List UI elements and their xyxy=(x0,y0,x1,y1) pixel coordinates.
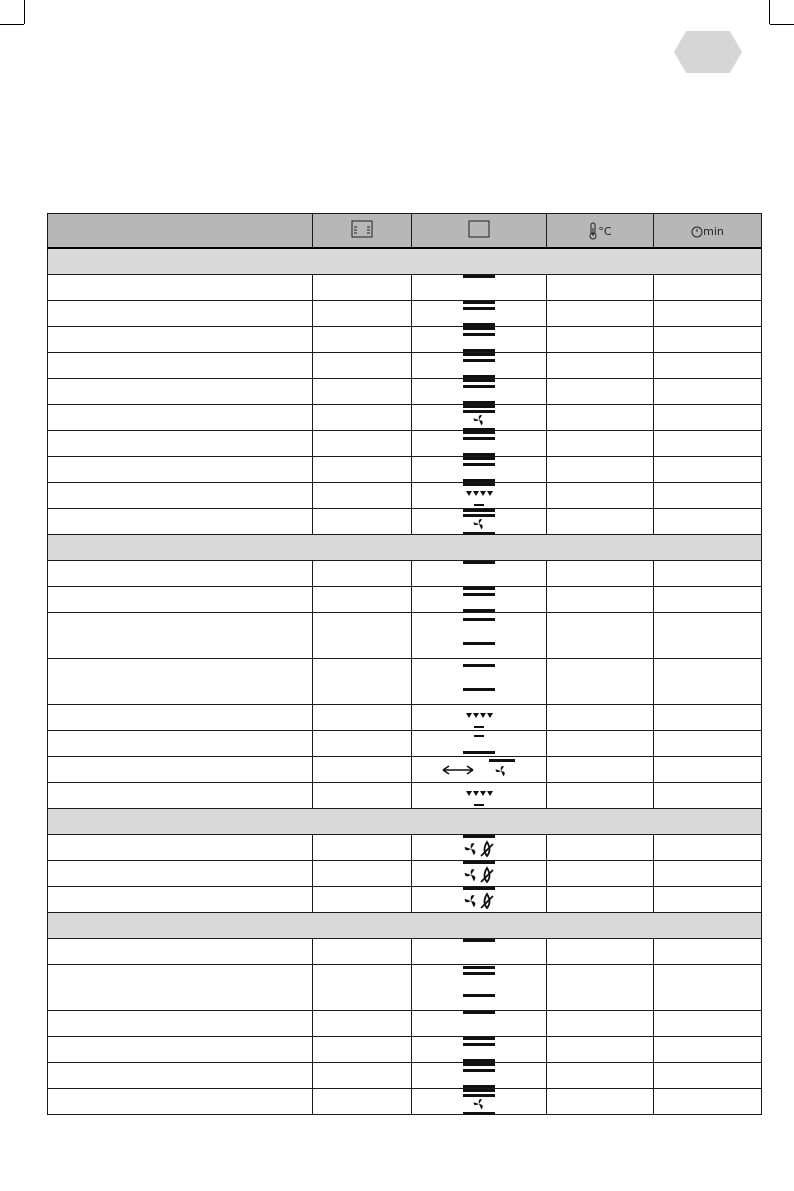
table-row xyxy=(48,379,762,405)
table-row xyxy=(48,965,762,1011)
time-cell xyxy=(654,783,762,809)
temperature-cell xyxy=(547,457,654,483)
table-row xyxy=(48,835,762,861)
shelf-cell xyxy=(313,659,412,705)
time-cell xyxy=(654,757,762,783)
table-row xyxy=(48,783,762,809)
mode-cell xyxy=(412,1037,547,1063)
time-cell xyxy=(654,561,762,587)
header-dish-cell xyxy=(48,214,313,249)
table-row xyxy=(48,275,762,301)
shelf-cell xyxy=(313,431,412,457)
shelf-cell xyxy=(313,1063,412,1089)
mode-icon-wrap xyxy=(412,965,546,1010)
crop-mark-vertical xyxy=(24,0,25,24)
shelf-cell xyxy=(313,275,412,301)
mode-cell xyxy=(412,457,547,483)
top-heat-icon xyxy=(463,1011,495,1037)
dish-cell xyxy=(48,561,313,587)
mode-icon-wrap xyxy=(412,783,546,808)
fan-heat-icon xyxy=(463,1089,495,1115)
top-bottom-heat-icon xyxy=(463,1037,495,1063)
shelf-cell xyxy=(313,379,412,405)
degree-celsius-label: °C xyxy=(598,224,612,238)
temperature-cell xyxy=(547,587,654,613)
shelf-cell xyxy=(313,835,412,861)
mode-cell xyxy=(412,509,547,535)
dish-cell xyxy=(48,731,313,757)
mode-icon-wrap xyxy=(412,379,546,404)
shelf-cell xyxy=(313,353,412,379)
top-bottom-heat-icon xyxy=(463,379,495,405)
time-cell xyxy=(654,939,762,965)
mode-icon-wrap xyxy=(412,613,546,658)
time-cell xyxy=(654,1089,762,1115)
dish-cell xyxy=(48,783,313,809)
shelf-cell xyxy=(313,483,412,509)
time-cell xyxy=(654,965,762,1011)
time-cell xyxy=(654,509,762,535)
header-time-cell xyxy=(654,214,762,249)
dish-cell xyxy=(48,1063,313,1089)
crop-mark-vertical-right xyxy=(769,0,770,24)
temperature-cell xyxy=(547,613,654,659)
section-header-cell xyxy=(48,913,762,939)
time-cell xyxy=(654,1037,762,1063)
mode-cell xyxy=(412,887,547,913)
dish-cell xyxy=(48,613,313,659)
shelf-cell xyxy=(313,783,412,809)
header-temp-cell xyxy=(547,214,654,249)
table-row xyxy=(48,405,762,431)
mode-cell xyxy=(412,301,547,327)
dish-cell xyxy=(48,483,313,509)
mode-icon-wrap xyxy=(412,1011,546,1036)
grill-icon xyxy=(463,705,495,731)
dish-cell xyxy=(48,1011,313,1037)
mode-cell xyxy=(412,965,547,1011)
header-mode-cell xyxy=(412,214,547,249)
time-cell xyxy=(654,379,762,405)
mode-cell xyxy=(412,939,547,965)
mode-cell xyxy=(412,783,547,809)
dish-cell xyxy=(48,861,313,887)
shelf-cell xyxy=(313,731,412,757)
mode-cell xyxy=(412,405,547,431)
top-bottom-heat-icon xyxy=(463,1063,495,1089)
shelf-cell xyxy=(313,1011,412,1037)
temperature-cell xyxy=(547,353,654,379)
shelf-cell xyxy=(313,301,412,327)
shelf-cell xyxy=(313,457,412,483)
temperature-cell xyxy=(547,1089,654,1115)
top-bottom-heat-icon xyxy=(463,431,495,457)
mode-icon-wrap xyxy=(412,939,546,964)
temperature-cell xyxy=(547,835,654,861)
temperature-cell xyxy=(547,887,654,913)
dish-cell xyxy=(48,405,313,431)
mode-icon-wrap xyxy=(412,275,546,300)
shelf-cell xyxy=(313,939,412,965)
shelf-cell xyxy=(313,561,412,587)
dish-cell xyxy=(48,457,313,483)
time-cell xyxy=(654,1063,762,1089)
mode-cell xyxy=(412,327,547,353)
top-bottom-heat-icon xyxy=(463,353,495,379)
time-cell xyxy=(654,431,762,457)
temperature-cell xyxy=(547,783,654,809)
mode-icon-wrap xyxy=(412,405,546,430)
temperature-cell xyxy=(547,431,654,457)
mode-cell xyxy=(412,613,547,659)
dish-cell xyxy=(48,1037,313,1063)
table-row xyxy=(48,731,762,757)
dish-cell xyxy=(48,301,313,327)
table-row xyxy=(48,659,762,705)
mode-cell xyxy=(412,1063,547,1089)
mode-cell xyxy=(412,431,547,457)
shelf-cell xyxy=(313,887,412,913)
table-row xyxy=(48,757,762,783)
time-cell xyxy=(654,327,762,353)
section-header-row xyxy=(48,809,762,835)
time-cell xyxy=(654,705,762,731)
temperature-cell xyxy=(547,1011,654,1037)
dish-cell xyxy=(48,939,313,965)
mode-icon-wrap xyxy=(412,353,546,378)
time-cell xyxy=(654,861,762,887)
mode-cell xyxy=(412,757,547,783)
table-row xyxy=(48,561,762,587)
temperature-cell xyxy=(547,327,654,353)
table-row xyxy=(48,431,762,457)
time-cell xyxy=(654,483,762,509)
temperature-cell xyxy=(547,275,654,301)
top-bottom-heat-icon xyxy=(463,587,495,613)
top-heat-icon xyxy=(463,275,495,301)
shelf-level-icon xyxy=(351,220,373,238)
minutes-label: min xyxy=(703,225,724,238)
shelf-cell xyxy=(313,861,412,887)
top-heat-icon xyxy=(463,616,495,656)
table-row xyxy=(48,887,762,913)
mode-cell xyxy=(412,659,547,705)
oven-mode-icon xyxy=(468,220,490,238)
table-row xyxy=(48,939,762,965)
time-cell xyxy=(654,405,762,431)
mode-cell xyxy=(412,835,547,861)
header-shelf-cell xyxy=(313,214,412,249)
dish-cell xyxy=(48,1089,313,1115)
mode-icon-wrap xyxy=(412,561,546,586)
section-header-row xyxy=(48,248,762,275)
mode-icon-wrap xyxy=(412,431,546,456)
section-header-row xyxy=(48,535,762,561)
mode-icon-wrap xyxy=(412,705,546,730)
shelf-cell xyxy=(313,405,412,431)
temperature-cell xyxy=(547,659,654,705)
dish-cell xyxy=(48,327,313,353)
time-cell xyxy=(654,1011,762,1037)
shelf-cell xyxy=(313,509,412,535)
timer-icon xyxy=(691,226,703,238)
temperature-cell xyxy=(547,731,654,757)
dish-cell xyxy=(48,431,313,457)
temperature-cell xyxy=(547,939,654,965)
table-row xyxy=(48,1089,762,1115)
crop-mark-horizontal xyxy=(0,24,24,25)
page-number-badge xyxy=(674,31,742,73)
dish-cell xyxy=(48,659,313,705)
temperature-cell xyxy=(547,301,654,327)
time-cell xyxy=(654,353,762,379)
table-row xyxy=(48,327,762,353)
mode-icon-wrap xyxy=(412,659,546,704)
fan-defrost-icon xyxy=(461,861,497,887)
top-heat-icon xyxy=(463,662,495,702)
mode-cell xyxy=(412,379,547,405)
table-row xyxy=(48,1011,762,1037)
mode-cell xyxy=(412,275,547,301)
mode-icon-wrap xyxy=(412,757,546,782)
dish-cell xyxy=(48,379,313,405)
mode-cell xyxy=(412,861,547,887)
mode-icon-wrap xyxy=(412,887,546,912)
bottom-heat-icon xyxy=(463,731,495,757)
mode-icon-wrap xyxy=(412,1089,546,1114)
mode-icon-wrap xyxy=(412,301,546,326)
fan-defrost-icon xyxy=(461,887,497,913)
mode-icon-wrap xyxy=(412,509,546,534)
shelf-cell xyxy=(313,613,412,659)
mode-cell xyxy=(412,587,547,613)
time-cell xyxy=(654,835,762,861)
shelf-cell xyxy=(313,965,412,1011)
table-header-row xyxy=(48,214,762,249)
fan-heat-icon xyxy=(463,509,495,535)
time-cell xyxy=(654,275,762,301)
mode-icon-wrap xyxy=(412,861,546,886)
section-header-cell xyxy=(48,809,762,835)
shelf-cell xyxy=(313,1037,412,1063)
section-header-cell xyxy=(48,248,762,275)
temperature-cell xyxy=(547,1063,654,1089)
temperature-cell xyxy=(547,405,654,431)
table-row xyxy=(48,1063,762,1089)
fan-defrost-icon xyxy=(461,835,497,861)
shelf-cell xyxy=(313,1089,412,1115)
time-cell xyxy=(654,731,762,757)
mode-icon-wrap xyxy=(412,327,546,352)
top-bottom-heat-icon xyxy=(463,457,495,483)
table-row xyxy=(48,353,762,379)
time-cell xyxy=(654,301,762,327)
dish-cell xyxy=(48,509,313,535)
grill-icon xyxy=(463,483,495,509)
mode-cell xyxy=(412,705,547,731)
crop-mark-horizontal-right xyxy=(770,24,794,25)
mode-cell xyxy=(412,1089,547,1115)
dish-cell xyxy=(48,887,313,913)
temperature-cell xyxy=(547,509,654,535)
table-row xyxy=(48,457,762,483)
shelf-cell xyxy=(313,327,412,353)
temperature-cell xyxy=(547,1037,654,1063)
dish-cell xyxy=(48,353,313,379)
shelf-cell xyxy=(313,705,412,731)
dish-cell xyxy=(48,835,313,861)
mode-cell xyxy=(412,561,547,587)
mode-cell xyxy=(412,353,547,379)
table-row xyxy=(48,587,762,613)
time-cell xyxy=(654,587,762,613)
dish-cell xyxy=(48,587,313,613)
time-cell xyxy=(654,887,762,913)
top-bottom-heat-icon xyxy=(463,966,495,1010)
time-cell xyxy=(654,613,762,659)
dish-cell xyxy=(48,965,313,1011)
temperature-cell xyxy=(547,965,654,1011)
mode-icon-wrap xyxy=(412,587,546,612)
mode-cell xyxy=(412,483,547,509)
table-row xyxy=(48,1037,762,1063)
mode-icon-wrap xyxy=(412,483,546,508)
table-row xyxy=(48,301,762,327)
time-cell xyxy=(654,659,762,705)
shelf-cell xyxy=(313,757,412,783)
mode-icon-wrap xyxy=(412,1063,546,1088)
thermometer-icon xyxy=(588,222,598,240)
grill-icon xyxy=(463,783,495,809)
table-row xyxy=(48,483,762,509)
table-row xyxy=(48,509,762,535)
table-row xyxy=(48,613,762,659)
cooking-table xyxy=(47,213,762,1115)
dish-cell xyxy=(48,757,313,783)
section-header-row xyxy=(48,913,762,939)
mode-icon-wrap xyxy=(412,457,546,482)
temperature-cell xyxy=(547,561,654,587)
mode-icon-wrap xyxy=(412,731,546,756)
top-bottom-heat-icon xyxy=(463,301,495,327)
shelf-cell xyxy=(313,587,412,613)
section-header-cell xyxy=(48,535,762,561)
mode-icon-wrap xyxy=(412,835,546,860)
temperature-cell xyxy=(547,483,654,509)
mode-icon-wrap xyxy=(412,1037,546,1062)
fan-heat-icon xyxy=(463,405,495,431)
temperature-cell xyxy=(547,861,654,887)
temperature-cell xyxy=(547,705,654,731)
dish-cell xyxy=(48,275,313,301)
time-cell xyxy=(654,457,762,483)
top-bottom-heat-icon xyxy=(463,327,495,353)
table-row xyxy=(48,861,762,887)
table-row xyxy=(48,705,762,731)
mode-cell xyxy=(412,1011,547,1037)
temperature-cell xyxy=(547,379,654,405)
rotisserie-fan-icon xyxy=(439,757,519,783)
top-heat-icon xyxy=(463,561,495,587)
top-heat-icon xyxy=(463,939,495,965)
temperature-cell xyxy=(547,757,654,783)
mode-cell xyxy=(412,731,547,757)
dish-cell xyxy=(48,705,313,731)
